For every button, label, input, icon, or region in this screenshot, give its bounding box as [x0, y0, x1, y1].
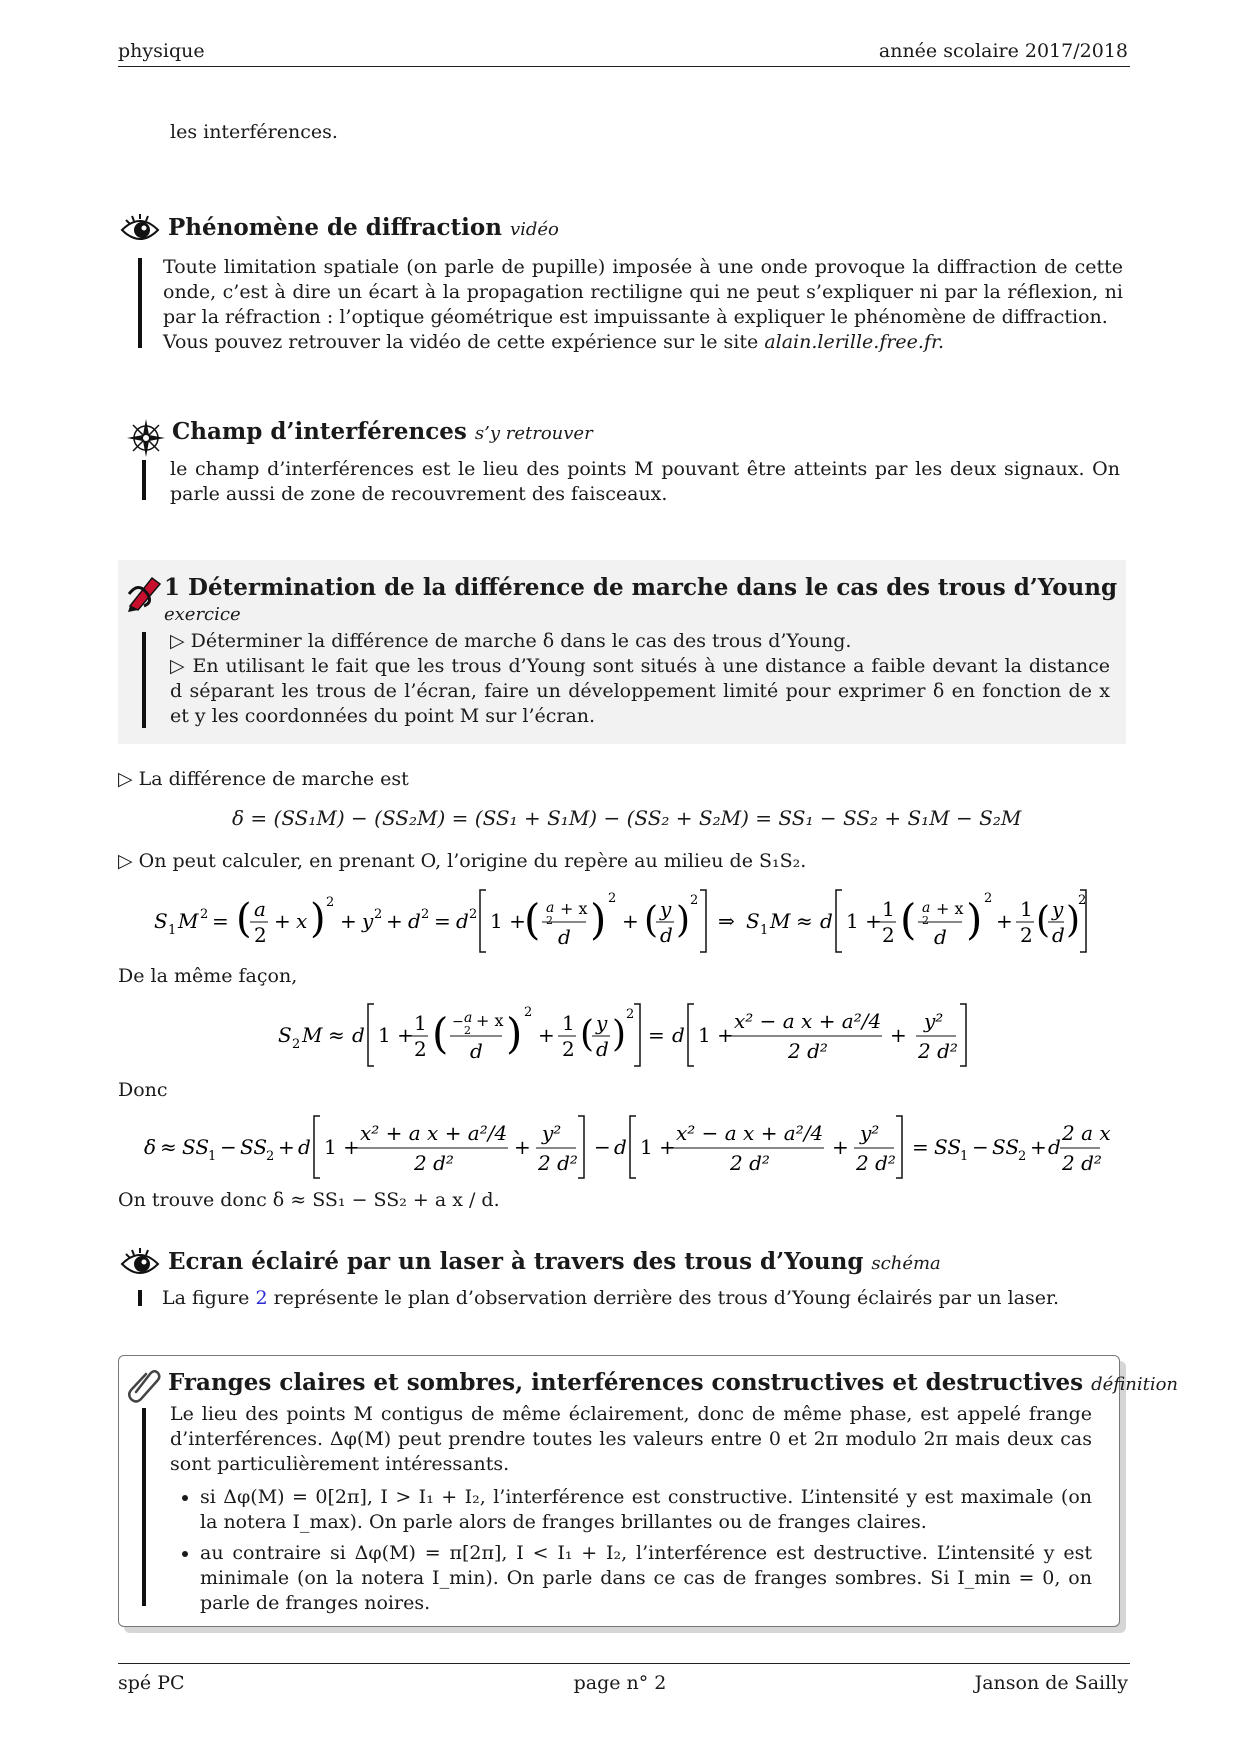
svg-text:1 +: 1 +	[698, 1023, 734, 1047]
svg-text:=: =	[912, 1135, 929, 1159]
svg-text:+: +	[514, 1135, 531, 1159]
svg-text:1: 1	[1020, 897, 1033, 921]
svg-text:2: 2	[414, 1037, 427, 1061]
ecran-tag: schéma	[871, 1253, 941, 1274]
svg-text:2: 2	[1020, 923, 1033, 947]
svg-text:): )	[612, 1014, 627, 1055]
svg-text:y: y	[660, 897, 672, 921]
svg-text:M: M	[302, 1023, 323, 1047]
svg-text:): )	[590, 895, 607, 944]
svg-text:2: 2	[1078, 893, 1087, 908]
equation-s2m	[276, 998, 976, 1070]
exercise-bar	[142, 632, 146, 728]
svg-text:x² − a x + a²/4: x² − a x + a²/4	[734, 1009, 882, 1033]
svg-text:SS: SS	[934, 1135, 962, 1159]
compass-rose-icon	[126, 418, 166, 458]
svg-text:y: y	[596, 1011, 608, 1035]
svg-text:d: d	[298, 1135, 311, 1159]
ecran-title-row	[168, 1248, 941, 1275]
exercise-title: 1 Détermination de la différence de marche dans le cas des trous d’Young	[164, 574, 1118, 601]
svg-text:2: 2	[421, 907, 430, 922]
svg-text:d: d	[596, 1037, 609, 1061]
diffraction-site-line	[163, 330, 1123, 355]
svg-text:+: +	[622, 909, 639, 933]
svg-text:d: d	[408, 909, 421, 933]
header-right: année scolaire 2017/2018	[878, 40, 1128, 62]
svg-text:≈: ≈	[328, 1023, 345, 1047]
svg-text:1 +: 1 +	[324, 1135, 360, 1159]
svg-text:a: a	[464, 1010, 473, 1026]
diffraction-title-row	[168, 214, 559, 241]
pencil-icon	[126, 572, 162, 612]
svg-text:2 d²: 2 d²	[856, 1151, 896, 1175]
svg-text:d: d	[558, 925, 571, 949]
svg-text:S: S	[746, 909, 760, 933]
diffraction-tag: vidéo	[509, 219, 559, 240]
franges-title: Franges claires et sombres, interférences constructives et destructives	[168, 1369, 1084, 1396]
svg-text:1: 1	[562, 1011, 575, 1035]
intro-text: les interférences.	[170, 121, 338, 143]
franges-tag: définition	[1091, 1374, 1179, 1395]
footer-rule	[118, 1663, 1130, 1664]
svg-text:(: (	[580, 1014, 595, 1055]
svg-text:y²: y²	[860, 1121, 880, 1145]
equation-s1m	[150, 884, 1090, 956]
svg-text:1 +: 1 +	[490, 909, 526, 933]
svg-text:=: =	[648, 1023, 665, 1047]
svg-text:+: +	[274, 909, 291, 933]
svg-text:(: (	[236, 896, 252, 942]
svg-text:1: 1	[168, 923, 177, 938]
svg-text:+: +	[996, 909, 1013, 933]
solution-line-1: ▷ La différence de marche est	[118, 768, 409, 790]
svg-text:x² − a x + a²/4: x² − a x + a²/4	[676, 1121, 824, 1145]
svg-text:2: 2	[690, 893, 699, 908]
solution-line-4: Donc	[118, 1079, 168, 1101]
svg-text:1 +: 1 +	[640, 1135, 676, 1159]
franges-body	[170, 1402, 1092, 1622]
solution-line-5: On trouve donc δ ≈ SS₁ − SS₂ + a x / d.	[118, 1189, 500, 1211]
svg-text:1: 1	[414, 1011, 427, 1035]
svg-text:x² + a x + a²/4: x² + a x + a²/4	[360, 1121, 508, 1145]
equation-delta-approx	[142, 1110, 1111, 1182]
footer-right: Janson de Sailly	[974, 1672, 1128, 1694]
ecran-text-pre: La figure	[162, 1287, 250, 1309]
diffraction-bar	[138, 258, 142, 348]
exercise-tag: exercice	[164, 604, 241, 625]
svg-text:2: 2	[254, 923, 267, 947]
svg-text:d: d	[934, 925, 947, 949]
svg-text:1: 1	[882, 897, 895, 921]
svg-text:1: 1	[208, 1149, 217, 1164]
ecran-text	[162, 1286, 1059, 1311]
svg-text:x: x	[296, 909, 308, 933]
svg-text:1: 1	[760, 923, 769, 938]
svg-text:2 a x: 2 a x	[1062, 1121, 1111, 1145]
champ-title-row	[172, 418, 593, 445]
equation-delta: δ = (SS₁M) − (SS₂M) = (SS₁ + S₁M) − (SS₂ + S₂M) = SS₁ − SS₂ + S₁M − S₂M	[232, 806, 1022, 830]
svg-text:2: 2	[984, 891, 993, 906]
svg-text:=: =	[434, 909, 451, 933]
svg-text:d: d	[470, 1039, 483, 1063]
header-rule	[118, 66, 1130, 67]
svg-text:2: 2	[326, 895, 335, 910]
champ-bar	[142, 460, 146, 500]
solution-line-3: De la même façon,	[118, 965, 298, 987]
header-left: physique	[118, 40, 205, 62]
svg-text:2: 2	[626, 1007, 635, 1022]
svg-text:1 +: 1 +	[846, 909, 882, 933]
svg-text:a: a	[254, 897, 266, 921]
svg-text:): )	[310, 896, 326, 942]
svg-text:d: d	[672, 1023, 685, 1047]
svg-text:y: y	[362, 909, 374, 933]
svg-text:≈: ≈	[160, 1135, 177, 1159]
solution-line-2: ▷ On peut calculer, en prenant O, l’origine du repère au milieu de S₁S₂.	[118, 850, 807, 872]
svg-text:y: y	[1052, 897, 1064, 921]
champ-title: Champ d’interférences	[172, 418, 467, 445]
svg-text:2: 2	[562, 1037, 575, 1061]
figure-ref-link[interactable]: 2	[255, 1287, 268, 1309]
exercise-item-1: ▷ Déterminer la différence de marche δ dans le cas des trous d’Young.	[170, 630, 852, 652]
franges-bar	[142, 1408, 146, 1606]
svg-text:2 d²: 2 d²	[788, 1039, 828, 1063]
svg-text:≈: ≈	[796, 909, 813, 933]
svg-text:+: +	[832, 1135, 849, 1159]
ecran-title: Ecran éclairé par un laser à travers des trous d’Young	[168, 1248, 864, 1275]
svg-text:S: S	[154, 909, 168, 933]
svg-text:y²: y²	[924, 1009, 944, 1033]
svg-text:+: +	[538, 1023, 555, 1047]
svg-text:d: d	[614, 1135, 627, 1159]
footer-center: page n° 2	[573, 1672, 667, 1694]
svg-text:2: 2	[200, 907, 209, 922]
svg-text:2: 2	[882, 923, 895, 947]
svg-text:y²: y²	[542, 1121, 562, 1145]
diffraction-body	[163, 255, 1123, 355]
svg-text:SS: SS	[182, 1135, 210, 1159]
svg-text:−: −	[972, 1135, 989, 1159]
diffraction-title: Phénomène de diffraction	[168, 214, 502, 241]
svg-text:d: d	[660, 923, 673, 947]
diffraction-site-link[interactable]: alain.lerille.free.fr.	[764, 331, 945, 353]
eye-icon	[120, 1244, 160, 1284]
svg-text:+: +	[278, 1135, 295, 1159]
footer-left: spé PC	[118, 1672, 185, 1694]
svg-text:2 d²: 2 d²	[1062, 1151, 1102, 1175]
svg-text:a: a	[546, 900, 555, 916]
svg-text:2: 2	[546, 914, 553, 927]
svg-text:(: (	[900, 895, 917, 944]
svg-text:⇒: ⇒	[718, 909, 735, 933]
svg-text:M: M	[770, 909, 791, 933]
svg-text:−: −	[220, 1135, 237, 1159]
svg-text:=: =	[212, 909, 229, 933]
svg-text:2: 2	[469, 907, 478, 922]
svg-text:+: +	[1030, 1135, 1047, 1159]
svg-text:): )	[676, 900, 691, 941]
svg-text:+ x: + x	[936, 899, 964, 918]
ecran-text-post: représente le plan d’observation derrière des trous d’Young éclairés par un laser.	[273, 1287, 1060, 1309]
svg-text:): )	[506, 1009, 523, 1058]
svg-text:2 d²: 2 d²	[918, 1039, 958, 1063]
svg-text:1: 1	[960, 1149, 969, 1164]
diffraction-paragraph: Toute limitation spatiale (on parle de pupille) imposée à une onde provoque la diffraction de cette onde, c’est à dire un écart à la propagation rectiligne qui ne peut s’expliquer ni par la réflexion, ni par la réfraction : l’optique géométrique est impuissante à expliquer le phénomène de diffraction.	[163, 256, 1123, 328]
svg-text:): )	[1066, 900, 1081, 941]
svg-text:a: a	[922, 900, 931, 916]
svg-text:2 d²: 2 d²	[538, 1151, 578, 1175]
franges-bullet-2: • au contraire si Δφ(M) = π[2π], I < I₁ + I₂, l’interférence est destructive. L’intensité y est minimale (on la notera I_min). On parle dans ce cas de franges sombres. Si I_min = 0, on parle de franges noires.	[200, 1541, 1092, 1616]
svg-text:+: +	[340, 909, 357, 933]
eye-icon	[120, 210, 160, 250]
svg-text:d: d	[352, 1023, 365, 1047]
svg-text:d: d	[1048, 1135, 1061, 1159]
franges-bullet-1: • si Δφ(M) = 0[2π], I > I₁ + I₂, l’interférence est constructive. L’intensité y est maximale (on la notera I_max). On parle alors de franges brillantes ou de franges claires.	[200, 1485, 1092, 1535]
svg-text:2: 2	[266, 1149, 275, 1164]
exercise-item-2: ▷ En utilisant le fait que les trous d’Young sont situés à une distance a faible devant la distance d séparant les trous de l’écran, faire un développement limité pour exprimer δ en fonction de x et y les coordonnées du point M sur l’écran.	[170, 655, 1110, 727]
champ-text: le champ d’interférences est le lieu des points M pouvant être atteints par les deux signaux. On parle aussi de zone de recouvrement des faisceaux.	[170, 458, 1120, 505]
svg-text:M: M	[178, 909, 199, 933]
svg-text:+: +	[890, 1023, 907, 1047]
ecran-bar	[138, 1290, 142, 1306]
exercise-items	[170, 629, 1110, 729]
svg-text:2: 2	[374, 907, 383, 922]
svg-text:2 d²: 2 d²	[414, 1151, 454, 1175]
svg-text:): )	[966, 895, 983, 944]
svg-text:2: 2	[608, 891, 617, 906]
svg-text:2: 2	[1018, 1149, 1027, 1164]
franges-intro: Le lieu des points M contigus de même éclairement, donc de même phase, est appelé frange d’interférences. Δφ(M) peut prendre toutes les valeurs entre 0 et 2π modulo 2π mais deux cas sont particulièrement intéressants.	[170, 1403, 1092, 1475]
paperclip-icon	[126, 1366, 162, 1402]
champ-tag: s’y retrouver	[474, 423, 593, 444]
svg-text:2: 2	[922, 914, 929, 927]
svg-text:SS: SS	[992, 1135, 1020, 1159]
svg-text:−: −	[452, 1014, 464, 1030]
franges-title-row	[168, 1369, 1178, 1396]
svg-text:d: d	[456, 909, 469, 933]
svg-text:1 +: 1 +	[378, 1023, 414, 1047]
svg-text:δ: δ	[144, 1135, 157, 1159]
diffraction-site-prefix: Vous pouvez retrouver la vidéo de cette expérience sur le site	[163, 331, 759, 353]
svg-text:(: (	[432, 1009, 449, 1058]
svg-text:SS: SS	[240, 1135, 268, 1159]
svg-text:(: (	[524, 895, 541, 944]
svg-text:+ x: + x	[560, 899, 588, 918]
svg-text:+: +	[386, 909, 403, 933]
svg-text:S: S	[278, 1023, 292, 1047]
svg-text:d: d	[1052, 923, 1065, 947]
svg-text:2: 2	[524, 1005, 533, 1020]
svg-text:2 d²: 2 d²	[730, 1151, 770, 1175]
svg-text:d: d	[820, 909, 833, 933]
svg-text:(: (	[1036, 900, 1051, 941]
franges-list	[170, 1485, 1092, 1616]
svg-text:+ x: + x	[476, 1011, 504, 1030]
svg-text:(: (	[644, 900, 659, 941]
svg-text:2: 2	[292, 1037, 301, 1052]
svg-text:−: −	[594, 1135, 611, 1159]
svg-text:2: 2	[464, 1024, 471, 1037]
